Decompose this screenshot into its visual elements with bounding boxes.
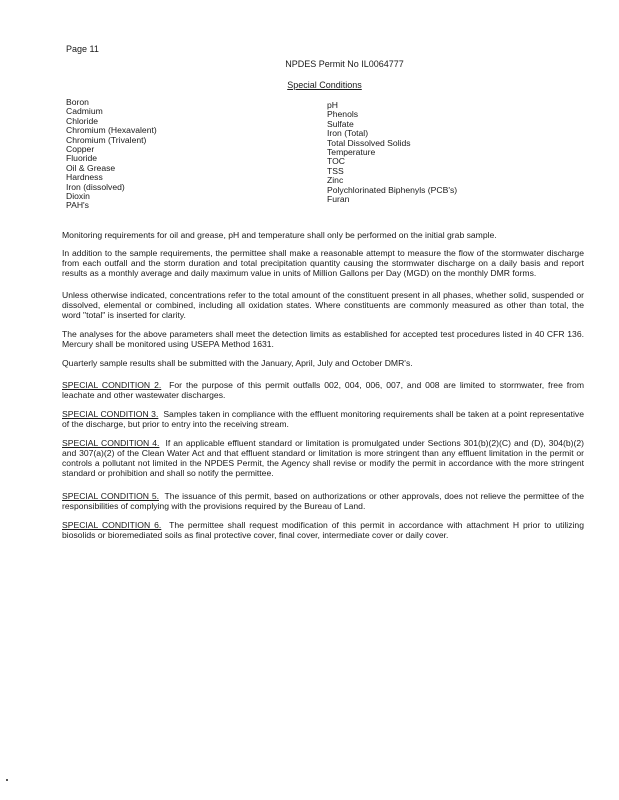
special-condition-text: The permittee shall request modification of this permit in accordance with attachment H prior to utilizing biosolids or bioremediated soils as final protective cover, final cover, intermediate cover or daily cover. bbox=[62, 520, 584, 540]
parameter-item: Oil & Grease bbox=[66, 162, 116, 173]
special-condition-text: The issuance of this permit, based on authorizations or other approvals, does not relieve the permittee of the responsibilities of complying with the provisions required by the Bureau of Land. bbox=[62, 491, 584, 511]
analyses-paragraph: The analyses for the above parameters shall meet the detection limits as established for accepted test procedures listed in 40 CFR 136. Mercury shall be monitored using USEPA Method 1631. bbox=[62, 329, 584, 349]
special-condition-text: For the purpose of this permit outfalls 002, 004, 006, 007, and 008 are limited to stormwater, free from leachate and other wastewater discharges. bbox=[62, 380, 584, 400]
parameter-item: Total Dissolved Solids bbox=[327, 137, 411, 148]
special-condition-label: SPECIAL CONDITION 4. bbox=[62, 438, 160, 448]
special-condition-text: Samples taken in compliance with the effluent monitoring requirements shall be taken at a point representative of the discharge, but prior to entry into the receiving stream. bbox=[62, 409, 584, 429]
parameter-item: Cadmium bbox=[66, 106, 103, 117]
parameter-list-left bbox=[66, 98, 157, 211]
parameter-item: Sulfate bbox=[327, 118, 354, 129]
quarterly-paragraph: Quarterly sample results shall be submitted with the January, April, July and October DMR's. bbox=[62, 358, 413, 368]
parameter-item: Polychlorinated Biphenyls (PCB's) bbox=[327, 184, 458, 195]
parameter-item: TSS bbox=[327, 165, 344, 176]
special-condition-label: SPECIAL CONDITION 2. bbox=[62, 380, 162, 390]
parameter-item: Furan bbox=[327, 193, 350, 204]
special-condition-4 bbox=[62, 438, 584, 478]
special-condition-label: SPECIAL CONDITION 5. bbox=[62, 491, 159, 501]
parameter-item: pH bbox=[327, 100, 338, 110]
parameter-item: Chromium (Trivalent) bbox=[66, 134, 147, 145]
special-condition-2 bbox=[62, 380, 584, 400]
parameter-list-right bbox=[327, 101, 457, 204]
parameter-item: Boron bbox=[66, 97, 89, 107]
permit-number: NPDES Permit No IL0064777 bbox=[285, 59, 404, 69]
special-condition-6 bbox=[62, 520, 584, 540]
parameter-item: PAH's bbox=[66, 200, 89, 211]
parameter-item: Dioxin bbox=[66, 190, 90, 201]
parameter-item: Hardness bbox=[66, 172, 103, 183]
parameter-item: Temperature bbox=[327, 146, 376, 157]
parameter-item: Iron (dissolved) bbox=[66, 181, 125, 192]
monitoring-paragraph: Monitoring requirements for oil and grease, pH and temperature shall only be performed on the initial grab sample. bbox=[62, 230, 497, 240]
parameter-item: Iron (Total) bbox=[327, 128, 369, 139]
flow-paragraph: In addition to the sample requirements, the permittee shall make a reasonable attempt to measure the flow of the stormwater discharge from each outfall and the storm duration and total precipitation quantity causing the stormwater discharge on a daily basis and report results as a monthly average and daily maximum value in units of Million Gallons per Day (MGD) on the monthly DMR forms. bbox=[62, 248, 584, 278]
parameter-item: Fluoride bbox=[66, 153, 98, 164]
special-condition-label: SPECIAL CONDITION 6. bbox=[62, 520, 162, 530]
parameter-item: Chromium (Hexavalent) bbox=[66, 125, 157, 136]
special-condition-5 bbox=[62, 491, 584, 511]
total-concentration-paragraph: Unless otherwise indicated, concentrations refer to the total amount of the constituent present in all phases, whether solid, suspended or dissolved, elemental or combined, including all oxidation states. Where constituents are commonly measured as other than total, the word "total" is inserted for clarity. bbox=[62, 290, 584, 320]
page-number: Page 11 bbox=[66, 44, 99, 54]
special-condition-label: SPECIAL CONDITION 3. bbox=[62, 409, 159, 419]
parameter-item: Copper bbox=[66, 143, 95, 154]
parameter-item: TOC bbox=[327, 156, 345, 167]
parameter-item: Zinc bbox=[327, 175, 344, 186]
section-title: Special Conditions bbox=[287, 80, 362, 90]
parameter-item: Chloride bbox=[66, 115, 99, 126]
special-condition-3 bbox=[62, 409, 584, 429]
special-condition-text: If an applicable effluent standard or limitation is promulgated under Sections 301(b)(2)(C) and (D), 304(b)(2) and 307(a)(2) of the Clean Water Act and that effluent standard or limitation is more stringent than any effluent limitation in the permit or controls a pollutant not limited in the NPDES Permit, the Agency shall revise or modify the permit in accordance with the more stringent standard or prohibition and shall so notify the permittee. bbox=[62, 438, 584, 478]
parameter-item: Phenols bbox=[327, 109, 359, 120]
scan-speck bbox=[6, 779, 8, 781]
